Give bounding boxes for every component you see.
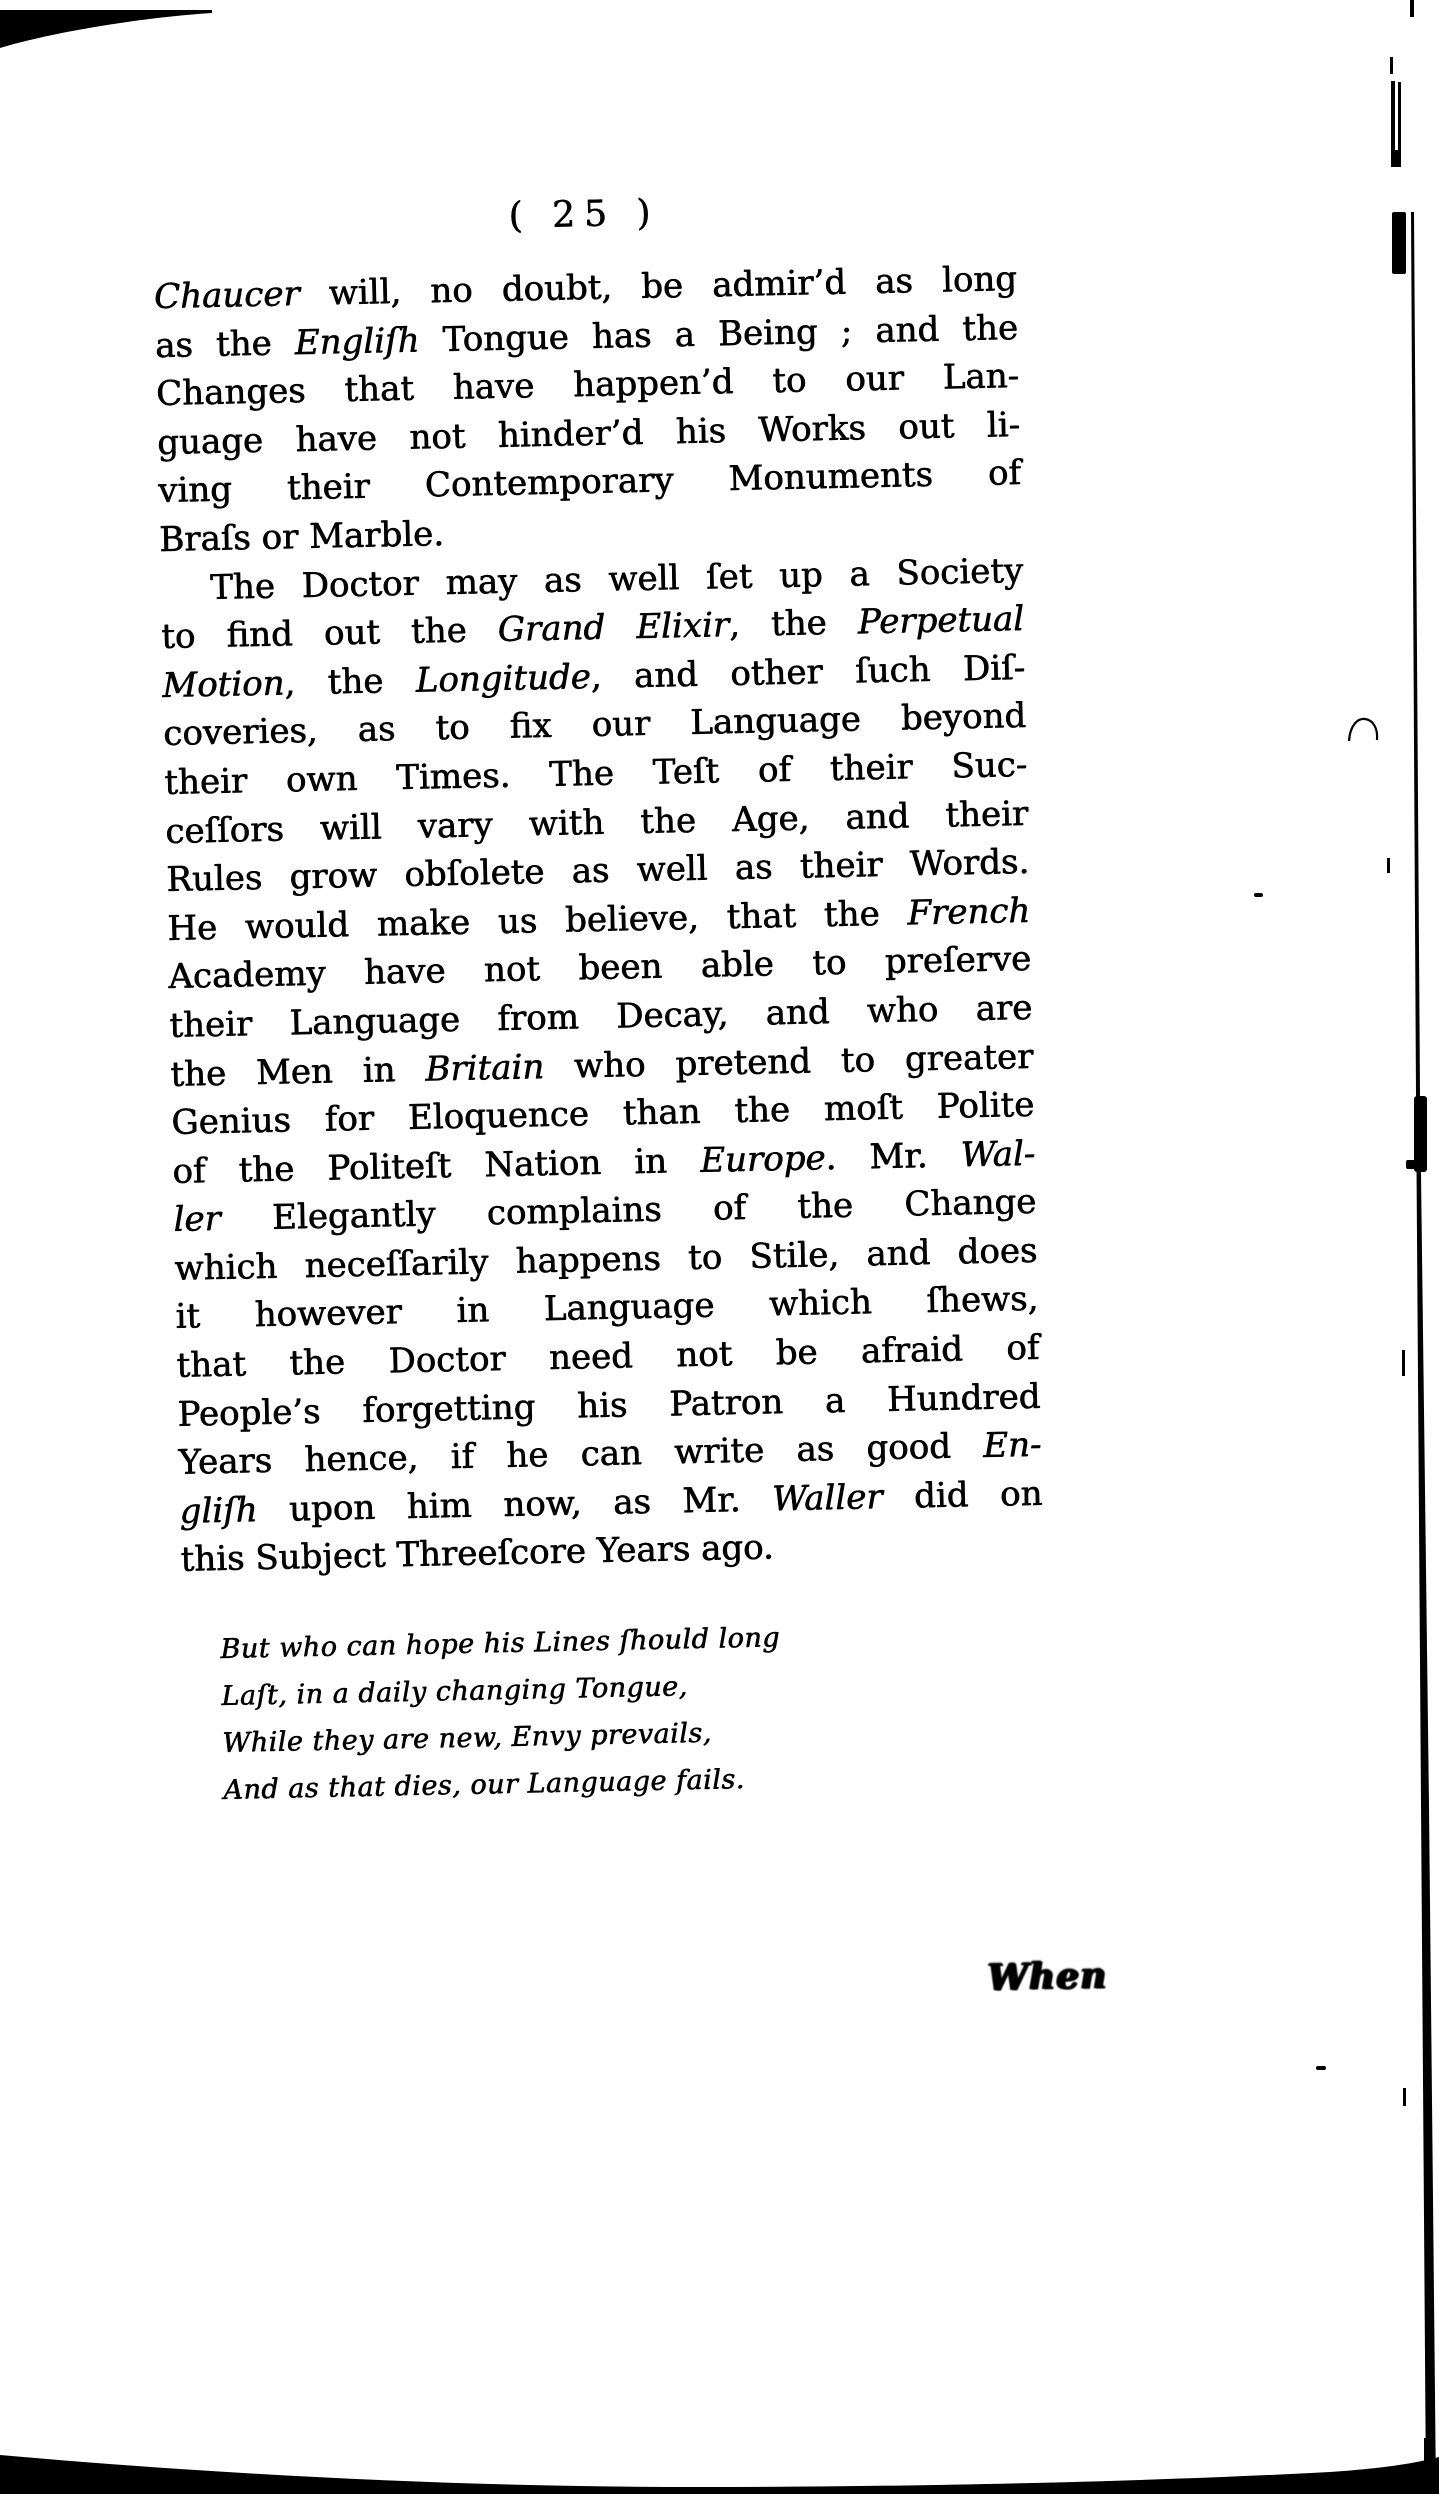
italic-text: gliſh [179,1489,258,1532]
scan-bottom-band [0,2455,1439,2494]
page-number: ( 25 ) [508,192,660,237]
regular-text: will, no doubt, be admir’d as long [299,258,1018,314]
regular-text: ving their Contemporary Monuments of [157,453,1022,512]
regular-text: to find out the [160,610,499,658]
scan-right-blob-mid [1414,1096,1427,1172]
scan-tick-5 [1403,2088,1406,2106]
page-content [152,182,1108,2016]
regular-text: that the Doctor need not be afraid of [176,1327,1040,1386]
italic-text: Longitude [415,656,592,701]
italic-text: Grand Elixir [497,605,730,651]
regular-text: Years hence, if he can write as good [178,1426,984,1483]
scan-dash-4 [1316,2066,1326,2070]
regular-text: which neceſſarily happens to Stile, and does [173,1230,1038,1289]
regular-text: this Subject Threeſcore Years ago. [180,1527,775,1581]
scan-tick-3 [1402,1350,1405,1376]
scan-right-line-b [1398,82,1401,154]
regular-text: ceſſors will vary with the Age, and their [164,793,1029,852]
regular-text: coveries, as to fix our Language beyond [162,696,1027,755]
italic-text: Europe [699,1137,826,1181]
scan-right-mark-small [1390,57,1393,74]
regular-text: The Doctor may as well ſet up a Society [209,550,1024,608]
scan-right-blob [1392,212,1406,274]
regular-text: Rules grow obſolete as well as their Words. [165,841,1030,900]
regular-text: their Language from Decay, and who are [168,987,1033,1046]
italic-text: En- [982,1424,1042,1467]
regular-text: Genius for Eloquence than the moſt Polite [170,1084,1035,1143]
regular-text: it however in Language which ſhews, [174,1279,1039,1338]
regular-text: guage have not hinder’d his Works out li- [156,404,1021,463]
scan-fleck-2 [1406,1160,1415,1169]
verse-line: And as that dies, our Language fails. [222,1763,745,1806]
regular-text: Changes that have happen’d to our Lan- [155,356,1020,415]
italic-text: Engliſh [294,320,420,363]
italic-text: ler [172,1199,222,1241]
regular-text: the Men in [169,1048,426,1095]
verse-line: But who can hope his Lines ſhould long [220,1622,781,1665]
italic-text: Britain [424,1046,545,1089]
regular-text: , and other ſuch Diſ- [590,647,1026,697]
scan-top-right-tick [1410,0,1414,17]
italic-text: Wal- [960,1133,1036,1175]
scan-right-line-foot [1391,150,1401,167]
scan-right-line-a [1391,81,1395,166]
regular-text: of the Politeſt Nation in [171,1140,701,1192]
italic-text: Waller [771,1476,883,1520]
regular-text: Tongue has a Being ; and the [418,307,1019,361]
regular-text: Elegantly complains of the Change [220,1181,1037,1240]
scan-bottom-right-tick [1424,2438,1428,2482]
scan-tick-1 [1387,858,1390,873]
italic-text: Chaucer [153,273,300,317]
scan-arc-fleck [1349,719,1377,741]
regular-text: upon him now, as Mr. [257,1479,773,1530]
regular-text: as the [154,322,296,366]
italic-text: French [906,890,1031,934]
verse-line: While they are new, Envy prevails, [222,1717,713,1759]
regular-text: who pretend to greater [543,1036,1034,1087]
catchword: When [986,1954,1108,1999]
scan-right-edge-line [1411,212,1436,2494]
regular-text: People’s forgetting his Patron a Hundred [177,1376,1041,1435]
regular-text: Braſs or Marble. [158,513,445,560]
verse-line: Laſt, in a daily changing Tongue, [221,1671,688,1712]
regular-text: Academy have not been able to preſerve [167,939,1032,998]
body-text [154,255,1044,1585]
verse-quote [220,1609,1049,1814]
regular-text: . Mr. [824,1134,961,1178]
regular-text: , the [283,660,417,704]
italic-text: Motion [161,663,285,706]
regular-text: , the [728,602,859,646]
regular-text: He would make us believe, that the [166,893,908,949]
scan-corner-wedge [0,10,212,48]
regular-text: their own Times. The Teſt of their Suc- [163,744,1028,803]
italic-text: Perpetual [857,598,1025,643]
scan-dash-fleck [1254,893,1263,897]
regular-text: did on [881,1473,1043,1517]
